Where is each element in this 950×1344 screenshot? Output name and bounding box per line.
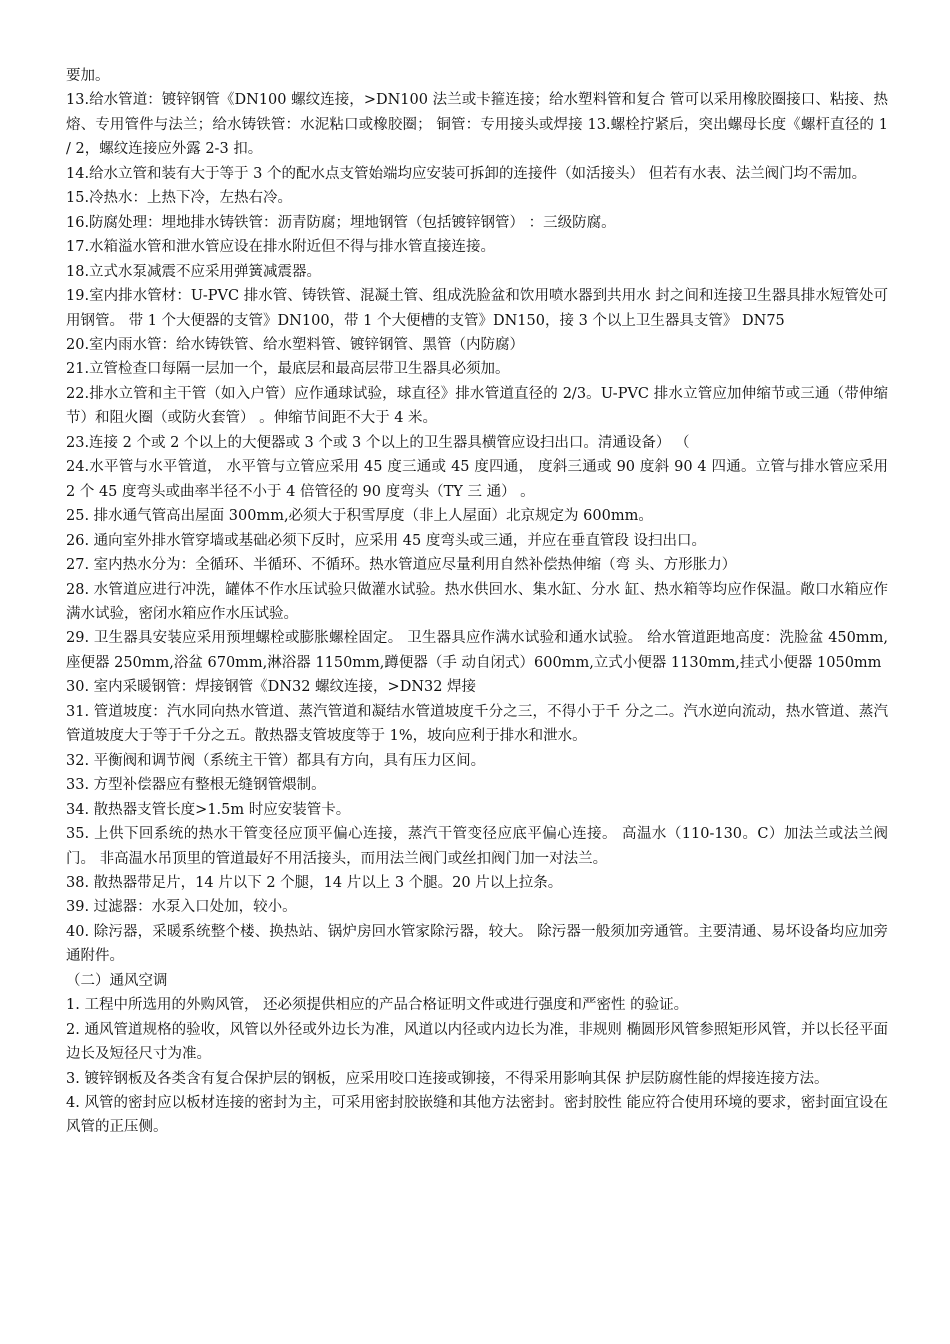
paragraph: 31. 管道坡度：汽水同向热水管道、蒸汽管道和凝结水管道坡度千分之三，不得小于千 分之二。汽水逆向流动，热水管道、蒸汽管道坡度大于等于千分之五。散热器支管坡度等于 1%，坡向应利于排水和泄水。 xyxy=(66,703,888,745)
paragraph: 18.立式水泵减震不应采用弹簧减震器。 xyxy=(66,263,322,280)
paragraph: 21.立管检查口每隔一层加一个，最底层和最高层带卫生器具必须加。 xyxy=(66,361,510,378)
paragraph: 2. 通风管道规格的验收，风管以外径或外边长为准，风道以内径或内边长为准，非规则 椭圆形风管参照矩形风管，并以长径平面边长及短径尺寸为准。 xyxy=(66,1021,888,1063)
paragraph: 38. 散热器带足片，14 片以下 2 个腿，14 片以上 3 个腿。20 片以上拉条。 xyxy=(66,874,563,891)
paragraph: 29. 卫生器具安装应采用预埋螺栓或膨胀螺栓固定。 卫生器具应作满水试验和通水试验。 给水管道距地高度：洗脸盆 450mm,座便器 250mm,浴盆 670mm,淋浴器 1150mm,蹲便器（手 动自闭式）600mm,立式小便器 1130mm,挂式小便器 1050mm xyxy=(66,630,888,671)
paragraph: 33. 方型补偿器应有整根无缝钢管煨制。 xyxy=(66,777,326,794)
paragraph: 1. 工程中所选用的外购风管， 还必须提供相应的产品合格证明文件或进行强度和严密性 的验证。 xyxy=(66,997,689,1014)
paragraph: 27. 室内热水分为：全循环、半循环、不循环。热水管道应尽量利用自然补偿热伸缩（弯 头、方形胀力） xyxy=(66,557,737,574)
document-page xyxy=(66,64,888,1140)
paragraph: 24.水平管与水平管道， 水平管与立管应采用 45 度三通或 45 度四通， 度斜三通或 90 度斜 90 4 四通。立管与排水管应采用 2 个 45 度弯头或曲率半径不小于 4 倍管径的 90 度弯头（TY 三 通） 。 xyxy=(66,459,888,500)
section-heading: （二）通风空调 xyxy=(66,972,168,989)
paragraph: 15.冷热水：上热下冷，左热右冷。 xyxy=(66,190,293,207)
paragraph: 30. 室内采暖钢管：焊接钢管《DN32 螺纹连接，>DN32 焊接 xyxy=(66,679,477,696)
paragraph: 19.室内排水管材：U-PVC 排水管、铸铁管、混凝土管、组成洗脸盆和饮用喷水器到共用水 封之间和连接卫生器具排水短管处可用钢管。 带 1 个大便器的支管》DN100，带 1 个大便槽的支管》DN150，接 3 个以上卫生器具支管》 DN75 xyxy=(66,288,888,329)
paragraph: 34. 散热器支管长度>1.5m 时应安装管卡。 xyxy=(66,801,351,818)
paragraph: 16.防腐处理：埋地排水铸铁管：沥青防腐；埋地钢管（包括镀锌钢管） ：三级防腐。 xyxy=(66,214,616,231)
paragraph: 14.给水立管和装有大于等于 3 个的配水点支管始端均应安装可拆卸的连接件（如活接头） 但若有水表、法兰阀门均不需加。 xyxy=(66,165,867,182)
paragraph: 22.排水立管和主干管（如入户管）应作通球试验，球直径》排水管道直径的 2/3。U-PVC 排水立管应加伸缩节或三通（带伸缩节）和阻火圈（或防火套管） 。伸缩节间距不大于 4 米。 xyxy=(66,385,888,427)
paragraph: 28. 水管道应进行冲洗，罐体不作水压试验只做灌水试验。热水供回水、集水缸、分水 缸、热水箱等均应作保温。敞口水箱应作满水试验，密闭水箱应作水压试验。 xyxy=(66,581,888,622)
paragraph: 32. 平衡阀和调节阀（系统主干管）都具有方向，具有压力区间。 xyxy=(66,752,486,769)
paragraph: 17.水箱溢水管和泄水管应设在排水附近但不得与排水管直接连接。 xyxy=(66,239,496,256)
paragraph: 25. 排水通气管高出屋面 300mm,必须大于积雪厚度（非上人屋面）北京规定为 600mm。 xyxy=(66,508,653,525)
paragraph: 26. 通向室外排水管穿墙或基础必须下反时，应采用 45 度弯头或三通，并应在垂直管段 设扫出口。 xyxy=(66,532,706,549)
paragraph: 39. 过滤器：水泵入口处加，较小。 xyxy=(66,899,297,916)
paragraph: 20.室内雨水管：给水铸铁管、给水塑料管、镀锌钢管、黑管（内防腐） xyxy=(66,336,525,353)
paragraph: 3. 镀锌钢板及各类含有复合保护层的钢板，应采用咬口连接或铆接，不得采用影响其保 护层防腐性能的焊接连接方法。 xyxy=(66,1070,829,1087)
paragraph: 23.连接 2 个或 2 个以上的大便器或 3 个或 3 个以上的卫生器具横管应设扫出口。清通设备） （ xyxy=(66,434,690,451)
paragraph: 要加。 xyxy=(66,68,110,84)
paragraph: 35. 上供下回系统的热水干管变径应顶平偏心连接，蒸汽干管变径应底平偏心连接。 高温水（110-130。C）加法兰或法兰阀门。 非高温水吊顶里的管道最好不用活接头，而用法兰阀门或丝扣阀门加一对法兰。 xyxy=(66,826,888,867)
paragraph: 4. 风管的密封应以板材连接的密封为主，可采用密封胶嵌缝和其他方法密封。密封胶性 能应符合使用环境的要求，密封面宜设在风管的正压侧。 xyxy=(66,1095,888,1136)
paragraph: 40. 除污器，采暖系统整个楼、换热站、锅炉房回水管家除污器，较大。 除污器一般须加旁通管。主要清通、易坏设备均应加旁通附件。 xyxy=(66,923,888,965)
paragraph: 13.给水管道：镀锌钢管《DN100 螺纹连接，>DN100 法兰或卡箍连接；给水塑料管和复合 管可以采用橡胶圈接口、粘接、热熔、专用管件与法兰；给水铸铁管：水泥粘口或橡胶圈； 铜管：专用接头或焊接 13.螺栓拧紧后，突出螺母长度《螺杆直径的 1 / 2，螺纹连接应外露 2-3 扣。 xyxy=(66,92,888,158)
